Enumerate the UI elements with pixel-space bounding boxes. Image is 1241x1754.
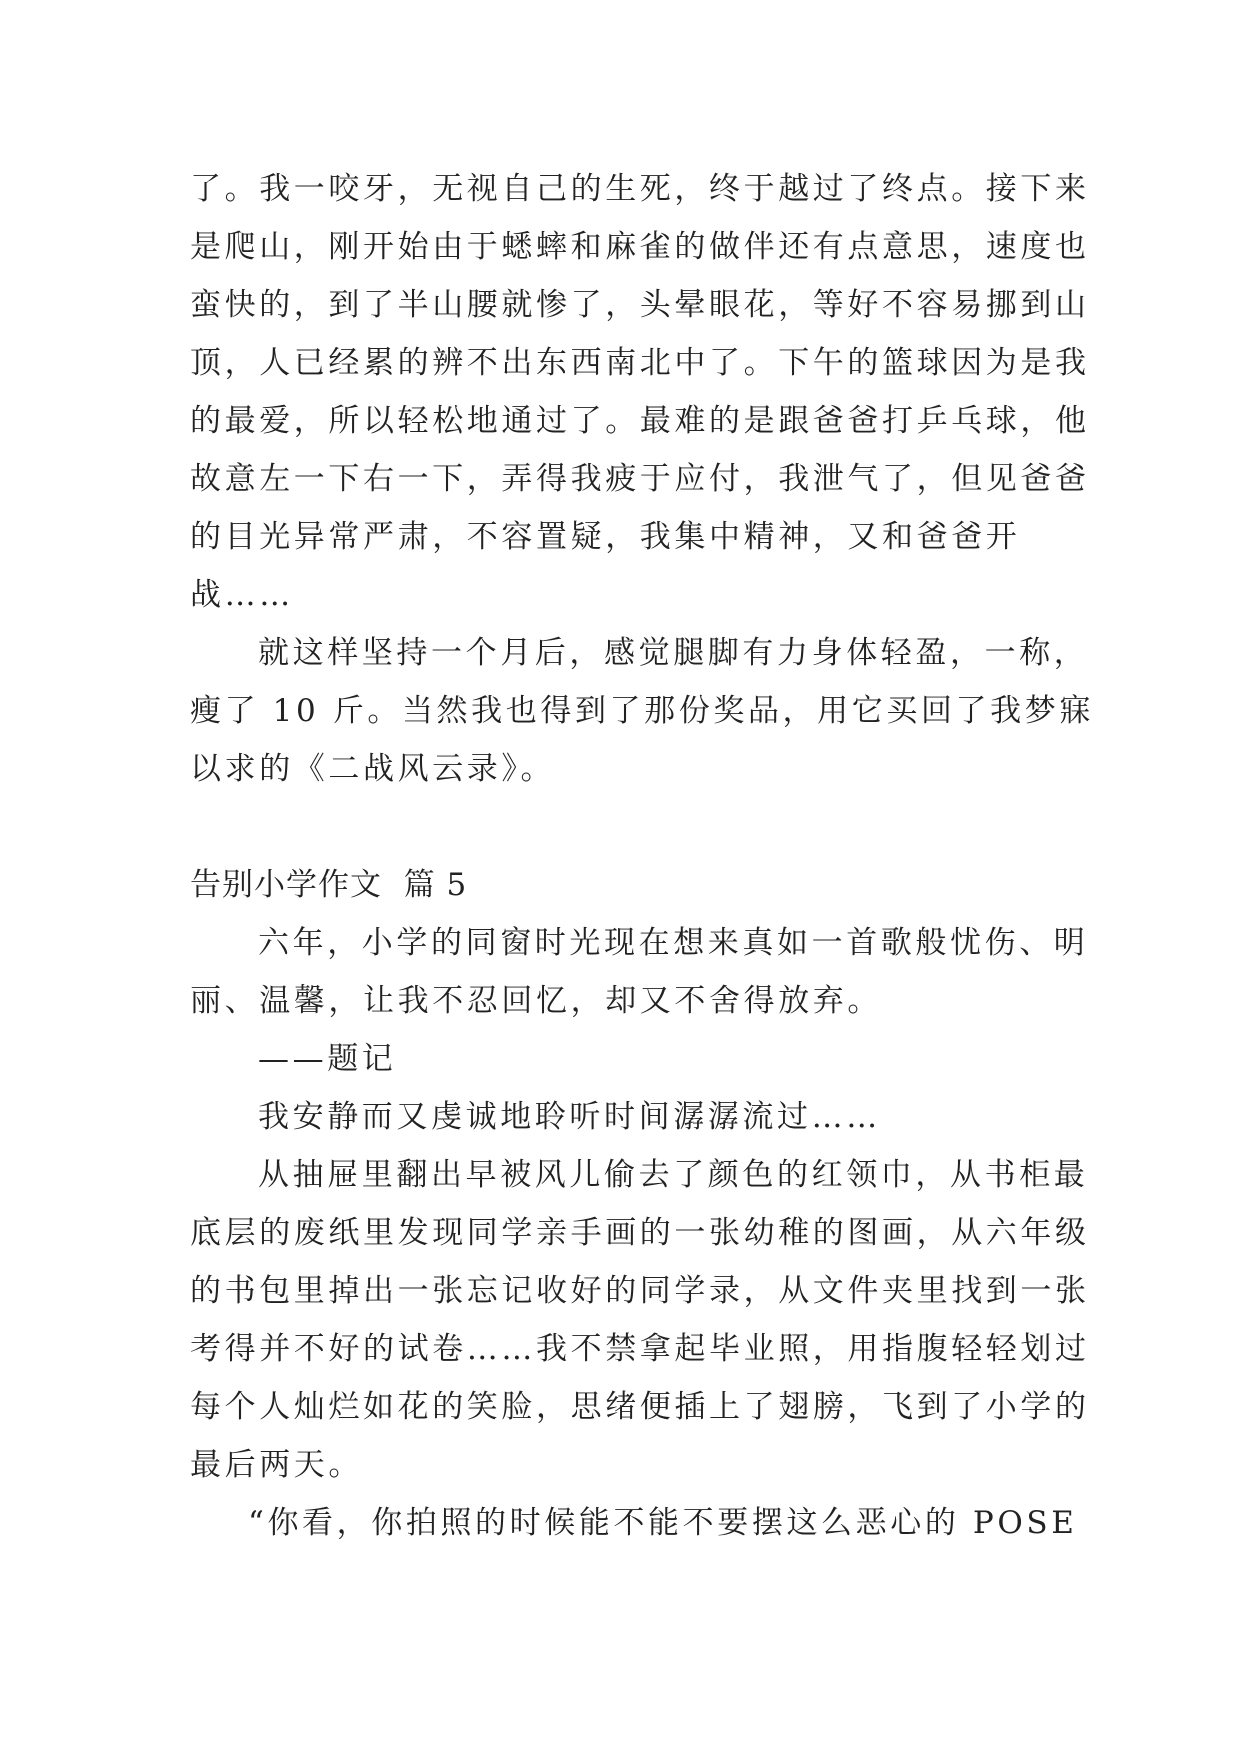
text-line: 了。我一咬牙，无视自己的生死，终于越过了终点。接下来 [190, 171, 1090, 207]
text-line: 的书包里掉出一张忘记收好的同学录，从文件夹里找到一张 [190, 1273, 1090, 1309]
text-line: 每个人灿烂如花的笑脸，思绪便插上了翅膀，飞到了小学的 [190, 1389, 1090, 1425]
text-line: 考得并不好的试卷……我不禁拿起毕业照，用指腹轻轻划过 [190, 1331, 1090, 1367]
essay-body [190, 160, 1094, 1552]
paragraph [190, 1088, 1070, 1146]
text-line: 瘦了 10 斤。当然我也得到了那份奖品，用它买回了我梦寐 [190, 693, 1094, 729]
section-heading: 告别小学作文 篇 5 [190, 867, 468, 903]
paragraph [190, 624, 1094, 798]
text-line: 丽、温馨，让我不忍回忆，却又不舍得放弃。 [190, 983, 882, 1019]
text-line: 六年，小学的同窗时光现在想来真如一首歌般忧伤、明 [258, 925, 1089, 961]
text-line: “你看，你拍照的时候能不能不要摆这么恶心的 POSE [248, 1505, 1078, 1541]
epigraph [190, 914, 1089, 1088]
text-line: 的目光异常严肃，不容置疑，我集中精神，又和爸爸开 [190, 519, 1021, 555]
text-line: 从抽屉里翻出早被风儿偷去了颜色的红领巾，从书柜最 [258, 1157, 1089, 1193]
text-line: 以求的《二战风云录》。 [190, 751, 556, 787]
section-gap [190, 798, 1070, 856]
text-line: 蛮快的，到了半山腰就惨了，头晕眼花，等好不容易挪到山 [190, 287, 1090, 323]
text-line: 就这样坚持一个月后，感觉腿脚有力身体轻盈，一称， [258, 635, 1089, 671]
text-line: 是爬山，刚开始由于蟋蟀和麻雀的做伴还有点意思，速度也 [190, 229, 1090, 265]
paragraph [190, 1494, 1078, 1552]
text-line: 底层的废纸里发现同学亲手画的一张幼稚的图画，从六年级 [190, 1215, 1090, 1251]
paragraph [190, 1146, 1090, 1494]
text-line: 我安静而又虔诚地聆听时间潺潺流过…… [258, 1099, 881, 1135]
text-line: 顶，人已经累的辨不出东西南北中了。下午的篮球因为是我 [190, 345, 1090, 381]
text-line: 最后两天。 [190, 1447, 363, 1483]
text-line: 的最爱，所以轻松地通过了。最难的是跟爸爸打乒乓球，他 [190, 403, 1090, 439]
epigraph-attribution: ——题记 [258, 1041, 397, 1077]
paragraph-continued [190, 160, 1090, 624]
text-line: 战…… [190, 577, 294, 613]
text-line: 故意左一下右一下，弄得我疲于应付，我泄气了，但见爸爸 [190, 461, 1090, 497]
